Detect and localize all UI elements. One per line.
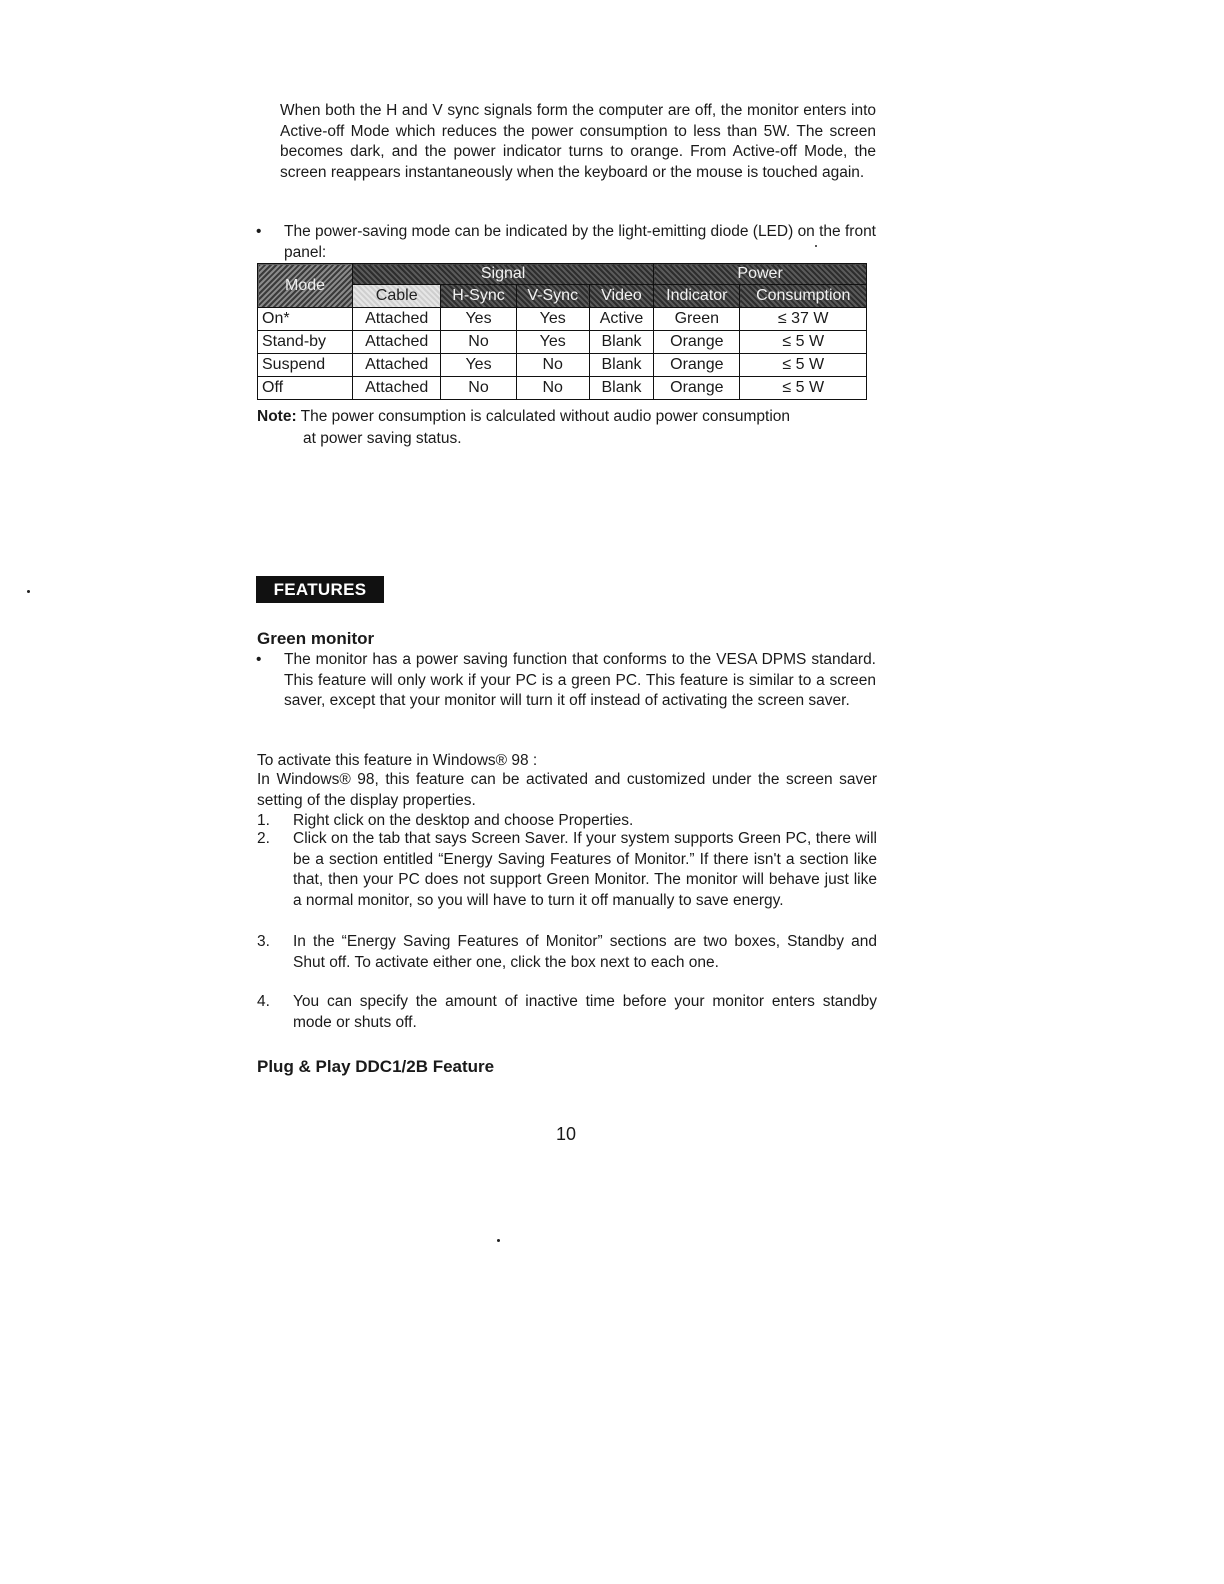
activate-line: To activate this feature in Windows® 98 : <box>257 752 538 769</box>
cell-v-sync: Yes <box>516 308 589 331</box>
header-power: Power <box>654 264 867 285</box>
cell-mode: On* <box>258 308 353 331</box>
table-header-row <box>258 264 867 285</box>
header-mode: Mode <box>258 264 353 308</box>
cell-v-sync: No <box>516 377 589 400</box>
step-text: Right click on the desktop and choose Properties. <box>293 812 634 829</box>
green-monitor-bullet <box>256 650 876 734</box>
list-item <box>257 932 877 995</box>
cell-h-sync: No <box>441 331 516 354</box>
page-number: 10 <box>556 1124 577 1144</box>
cell-cable: Attached <box>353 331 441 354</box>
cell-consumption: ≤ 5 W <box>740 377 867 400</box>
cell-v-sync: Yes <box>516 331 589 354</box>
green-monitor-bullet-text: The monitor has a power saving function that conforms to the VESA DPMS standard. This feature will only work if your PC is a green PC. This feature is similar to a screen saver, except that your monitor will turn it off instead of activating the screen saver. <box>284 651 876 709</box>
scan-speck <box>497 1239 500 1242</box>
cell-mode: Suspend <box>258 354 353 377</box>
green-monitor-heading: Green monitor <box>257 629 375 648</box>
step-text: In the “Energy Saving Features of Monitor” sections are two boxes, Standby and Shut off. To activate either one, click the box next to each one. <box>293 933 877 971</box>
cell-cable: Attached <box>353 308 441 331</box>
plug-and-play-heading: Plug & Play DDC1/2B Feature <box>257 1057 495 1076</box>
col-h-sync: H-Sync <box>441 285 516 308</box>
cell-consumption: ≤ 5 W <box>740 331 867 354</box>
table-row <box>258 354 867 377</box>
cell-v-sync: No <box>516 354 589 377</box>
table-row <box>258 331 867 354</box>
list-item <box>257 829 877 933</box>
scan-speck <box>27 590 30 593</box>
step-number: 3. <box>257 933 270 950</box>
cell-cable: Attached <box>353 354 441 377</box>
list-item <box>257 992 877 1034</box>
scan-speck <box>815 245 817 247</box>
col-indicator: Indicator <box>654 285 740 308</box>
col-video: Video <box>589 285 653 308</box>
cell-video: Blank <box>589 331 653 354</box>
note-block <box>257 406 877 450</box>
cell-video: Active <box>589 308 653 331</box>
table-row <box>258 377 867 400</box>
cell-indicator: Green <box>654 308 740 331</box>
cell-cable: Attached <box>353 377 441 400</box>
step-number: 2. <box>257 830 270 847</box>
led-bullet <box>256 222 876 264</box>
note-text-line2: at power saving status. <box>303 430 462 447</box>
cell-indicator: Orange <box>654 331 740 354</box>
intro-paragraph: When both the H and V sync signals form the computer are off, the monitor enters into Active-off Mode which reduces the power consumption to less than 5W. The screen becomes dark, and the power indicator turns to orange. From Active-off Mode, the screen reappears instantaneously when the keyboard or the mouse is touched again. <box>280 102 876 181</box>
note-text-line1: The power consumption is calculated without audio power consumption <box>300 408 791 425</box>
cell-h-sync: Yes <box>441 308 516 331</box>
col-v-sync: V-Sync <box>516 285 589 308</box>
cell-indicator: Orange <box>654 354 740 377</box>
header-signal: Signal <box>353 264 654 285</box>
table-row <box>258 308 867 331</box>
cell-h-sync: No <box>441 377 516 400</box>
cell-video: Blank <box>589 354 653 377</box>
windows-paragraph: In Windows® 98, this feature can be activated and customized under the screen saver setting of the display properties. <box>257 771 877 809</box>
features-badge: FEATURES <box>256 576 384 603</box>
cell-mode: Off <box>258 377 353 400</box>
step-text: Click on the tab that says Screen Saver. If your system supports Green PC, there will be a section entitled “Energy Saving Features of Monitor.” If there isn't a section like that, then your PC does not support Green Monitor. The monitor will behave just like a normal monitor, so you will have to turn it off manually to save energy. <box>293 830 877 909</box>
cell-indicator: Orange <box>654 377 740 400</box>
step-text: You can specify the amount of inactive time before your monitor enters standby mode or shuts off. <box>293 993 877 1031</box>
led-bullet-text: The power-saving mode can be indicated by the light-emitting diode (LED) on the front panel: <box>284 223 876 261</box>
cell-mode: Stand-by <box>258 331 353 354</box>
cell-video: Blank <box>589 377 653 400</box>
step-number: 4. <box>257 993 270 1010</box>
cell-consumption: ≤ 5 W <box>740 354 867 377</box>
cell-h-sync: Yes <box>441 354 516 377</box>
bullet-dot-icon: • <box>256 651 262 668</box>
note-label: Note: <box>257 408 297 425</box>
bullet-dot-icon: • <box>256 223 262 240</box>
cell-consumption: ≤ 37 W <box>740 308 867 331</box>
power-saving-table <box>257 263 867 400</box>
col-cable: Cable <box>353 285 441 308</box>
col-consumption: Consumption <box>740 285 867 308</box>
step-number: 1. <box>257 812 270 829</box>
